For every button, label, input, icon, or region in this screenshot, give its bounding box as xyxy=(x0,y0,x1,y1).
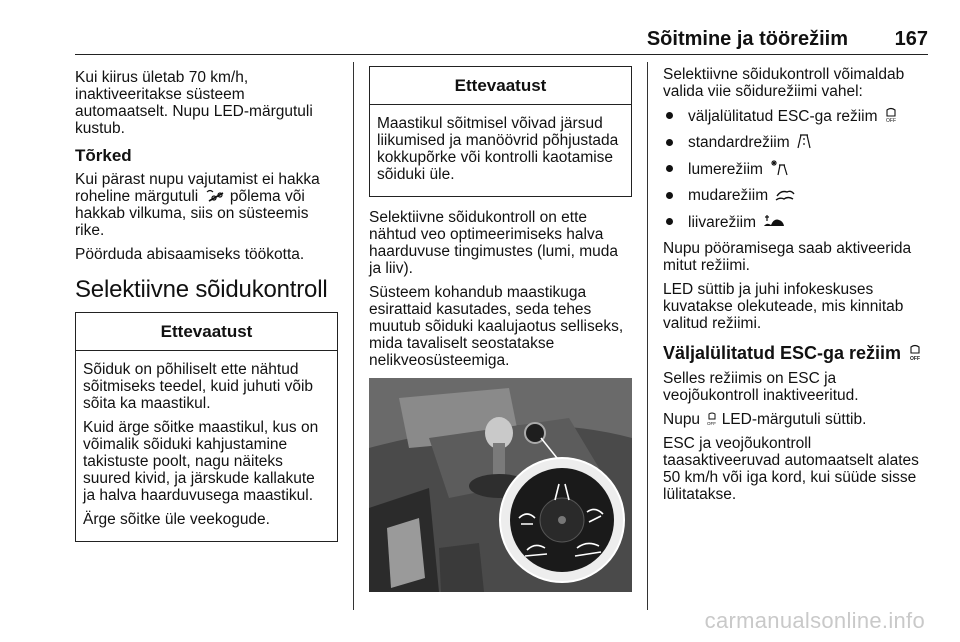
warning-paragraph: Ärge sõitke üle veekogude. xyxy=(83,511,270,528)
intro-text: Selektiivne sõidukontroll võimaldab valida viie sõidurežiimi vahel: xyxy=(663,66,905,100)
descent-control-icon xyxy=(206,189,226,203)
intro-text: Kui kiirus ületab 70 km/h, inaktiveeritakse süsteem automaatselt. Nupu LED-märgutuli kustub. xyxy=(75,69,313,137)
svg-text:OFF: OFF xyxy=(910,356,921,361)
warning-box xyxy=(75,312,338,542)
watermark: carmanualsonline.info xyxy=(704,608,925,633)
list-item: mudarežiim xyxy=(663,187,928,204)
esc-off-icon xyxy=(909,344,921,361)
paragraph: Selles režiimis on ESC ja veojõukontroll inaktiveeritud. xyxy=(663,370,859,404)
esc-off-icon xyxy=(885,107,897,123)
paragraph: ESC ja veojõukontroll taasaktiveeruvad automaatselt alates 50 km/h või iga kord, kui süüde sisse lülitatakse. xyxy=(663,435,919,503)
list-item: lumerežiim xyxy=(663,160,928,178)
column-divider-2 xyxy=(647,62,648,610)
mode-list xyxy=(663,107,928,231)
warning-paragraph: Kuid ärge sõitke maastikul, kus on võimalik sõiduki kahjustamine takistuste poolt, nagu näiteks suured kivid, ja järskude kallakute ja halva haarduvusega maastikul. xyxy=(83,419,319,504)
column-divider-1 xyxy=(353,62,354,610)
list-item: väljalülitatud ESC-ga režiim OFF xyxy=(663,107,928,125)
section-heading: Selektiivne sõidukontroll xyxy=(75,276,328,303)
faults-heading: Tõrked xyxy=(75,146,132,165)
column-3 xyxy=(663,66,928,510)
sand-icon xyxy=(763,213,785,229)
road-icon xyxy=(797,134,811,149)
paragraph: Nupu OFF LED-märgutuli süttib. xyxy=(663,411,867,428)
esc-off-icon xyxy=(707,412,717,426)
snow-icon xyxy=(770,160,788,176)
svg-text:OFF: OFF xyxy=(707,421,717,426)
warning-title: Ettevaatust xyxy=(370,67,631,105)
list-item: standardrežiim xyxy=(663,134,928,151)
faults-text: Kui pärast nupu vajutamist ei hakka roheline märgutuli põlema või hakkab vilkuma, siis on süsteemis rike. xyxy=(75,171,320,239)
paragraph: Süsteem kohandub maastikuga esirattaid kasutades, seda tehes muutub sõiduki kaalujaotus selliseks, mida tavaliselt seostatakse nelikveosüsteemiga. xyxy=(369,284,624,369)
paragraph: LED süttib ja juhi infokeskuses kuvatakse olekuteade, mis kinnitab valitud režiimi. xyxy=(663,281,904,332)
warning-paragraph: Sõiduk on põhiliselt ette nähtud sõitmiseks teedel, kuid juhuti võib sõita ka maastikul. xyxy=(83,361,314,412)
faults-contact: Pöörduda abisaamiseks töökotta. xyxy=(75,246,305,263)
page-number: 167 xyxy=(894,28,928,50)
selector-photo-illustration xyxy=(369,378,632,592)
svg-text:OFF: OFF xyxy=(885,118,896,123)
warning-box xyxy=(369,66,632,197)
list-item: liivarežiim xyxy=(663,213,928,231)
column-2 xyxy=(369,66,634,376)
subheading: Väljalülitatud ESC-ga režiim OFF xyxy=(663,343,921,363)
paragraph: Selektiivne sõidukontroll on ette nähtud veo optimeerimiseks halva haarduvuse tingimustes (lumi, muda ja liiv). xyxy=(369,209,618,277)
page-header xyxy=(75,24,928,55)
warning-title: Ettevaatust xyxy=(76,313,337,351)
mud-icon xyxy=(775,188,795,202)
selector-photo xyxy=(369,378,632,592)
paragraph: Nupu pööramisega saab aktiveerida mitut režiimi. xyxy=(663,240,912,274)
warning-paragraph: Maastikul sõitmisel võivad järsud liikumised ja manöövrid põhjustada kokkupõrke või kontrolli kaotamise sõiduki üle. xyxy=(377,115,619,183)
chapter-title: Sõitmine ja töörežiim xyxy=(646,28,848,50)
column-1 xyxy=(75,69,340,542)
